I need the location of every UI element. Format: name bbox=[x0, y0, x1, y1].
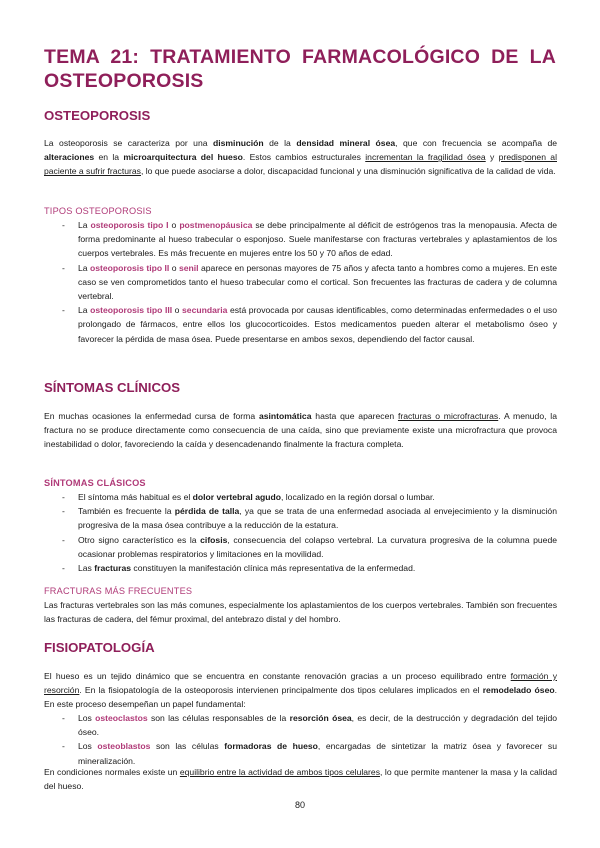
cells-list bbox=[62, 711, 557, 768]
subheading-sintomas-clasicos: SÍNTOMAS CLÁSICOS bbox=[44, 478, 146, 488]
tipos-list bbox=[62, 218, 557, 346]
list-item: - Los osteoblastos son las células formadoras de hueso, encargadas de sintetizar la matriz ósea y favorecer su mineralización. bbox=[62, 741, 557, 766]
section-heading-osteoporosis: OSTEOPOROSIS bbox=[44, 108, 151, 123]
sintomas-list bbox=[62, 490, 557, 575]
list-item: - Las fracturas constituyen la manifestación clínica más representativa de la enfermedad. bbox=[62, 563, 416, 574]
paragraph-sintomas: En muchas ocasiones la enfermedad cursa de forma asintomática hasta que aparecen fracturas o microfracturas. A menudo, la fractura no se produce directamente como consecuencia de una caída, sino que previamente existe una microfractura que provoca inestabilidad o dolor, favoreciendo la caída y desencadenando finalmente la fractura completa. bbox=[44, 411, 557, 450]
page-title: TEMA 21: TRATAMIENTO FARMACOLÓGICO DE LA OSTEOPOROSIS bbox=[44, 46, 556, 92]
list-item: - Otro signo característico es la cifosis, consecuencia del colapso vertebral. La curvatura progresiva de la columna puede ocasionar problemas respiratorios y limitaciones en la movilidad. bbox=[62, 534, 558, 559]
paragraph-equilibrio: En condiciones normales existe un equilibrio entre la actividad de ambos tipos celulares, lo que permite mantener la masa y la calidad del hueso. bbox=[44, 767, 557, 792]
paragraph-fracturas: Las fracturas vertebrales son las más comunes, especialmente los aplastamientos de los cuerpos vertebrales. También son frecuentes las fracturas de cadera, del fémur proximal, del antebrazo distal y del hombro. bbox=[44, 600, 557, 625]
list-item: - La osteoporosis tipo I o postmenopáusica se debe principalmente al déficit de estrógenos tras la menopausia. Afecta de forma predominante al hueso trabecular o esponjoso. Suele manifestarse con fracturas vertebrales y aplastamientos de los cuerpos vertebrales. Es más frecuente en mujeres entre los 50 y 70 años de edad. bbox=[62, 220, 558, 259]
list-item: - Los osteoclastos son las células responsables de la resorción ósea, es decir, de la destrucción y degradación del tejido óseo. bbox=[62, 713, 558, 738]
subheading-tipos-osteoporosis: TIPOS OSTEOPOROSIS bbox=[44, 206, 152, 216]
list-item: - La osteoporosis tipo II o senil aparece en personas mayores de 75 años y afecta tanto a hombres como a mujeres. En este caso se ven comprometidos tanto el hueso trabecular como el cortical. Son frecuentes las fracturas de cadera y de columna vertebral. bbox=[62, 262, 557, 302]
page-number: 80 bbox=[294, 800, 305, 810]
subheading-fracturas-frecuentes: FRACTURAS MÁS FRECUENTES bbox=[44, 586, 193, 596]
paragraph-fisiopatologia: El hueso es un tejido dinámico que se encuentra en constante renovación gracias a un proceso equilibrado entre formación y resorción. En la fisiopatología de la osteoporosis intervienen principalmente dos tipos celulares implicados en el remodelado óseo. En este proceso desempeñan un papel fundamental: bbox=[44, 671, 557, 710]
list-item: - El síntoma más habitual es el dolor vertebral agudo, localizado en la región dorsal o lumbar. bbox=[62, 492, 435, 502]
section-heading-fisiopatologia: FISIOPATOLOGÍA bbox=[44, 640, 155, 655]
section-heading-sintomas: SÍNTOMAS CLÍNICOS bbox=[44, 380, 181, 395]
paragraph-osteoporosis-definition: La osteoporosis se caracteriza por una disminución de la densidad mineral ósea, que con frecuencia se acompaña de alteraciones en la microarquitectura del hueso. Estos cambios estructurales incrementan la fragilidad ósea y predisponen al paciente a sufrir fracturas, lo que puede asociarse a dolor, discapacidad funcional y una disminución significativa de la calidad de vida. bbox=[44, 138, 558, 177]
list-item: - También es frecuente la pérdida de talla, ya que se trata de una enfermedad asociada al envejecimiento y la disminución progresiva de la masa ósea contribuye a la reducción de la estatura. bbox=[62, 506, 557, 531]
list-item: - La osteoporosis tipo III o secundaria está provocada por causas identificables, como determinadas enfermedades o el uso prolongado de fármacos, entre ellos los glucocorticoides. Estos medicamentos pueden alterar el metabolismo óseo y favorecer la pérdida de masa ósea. Puede presentarse en ambos sexos, dependiendo del factor causal. bbox=[62, 305, 557, 344]
